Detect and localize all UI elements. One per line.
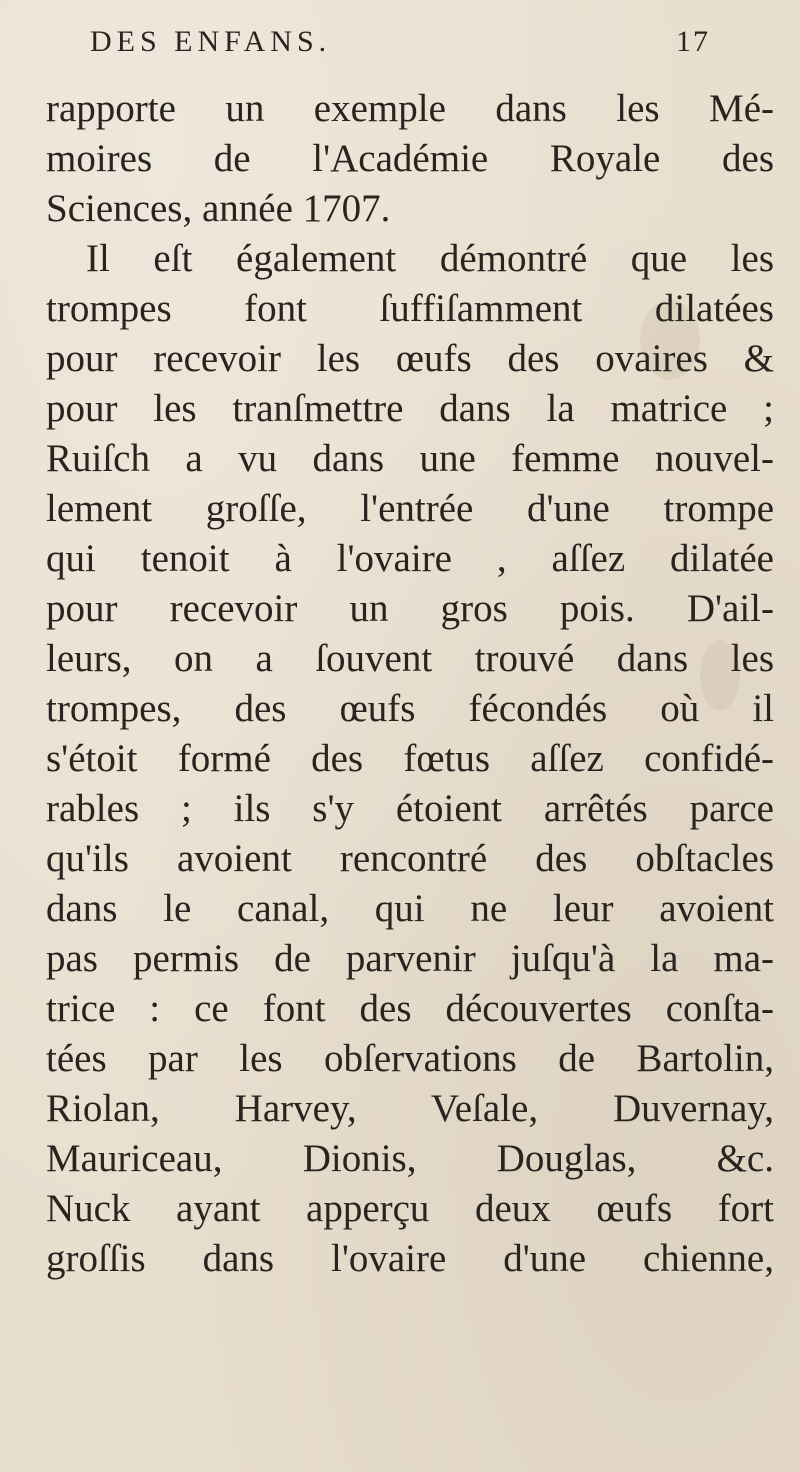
text-line: rapporte un exemple dans les Mé- xyxy=(46,87,774,130)
text-line: pour les tranſmettre dans la matrice ; xyxy=(46,387,774,430)
text-line: pour recevoir un gros pois. D'ail- xyxy=(46,587,774,630)
text-line: lement groſſe, l'entrée d'une trompe xyxy=(46,487,774,530)
text-line: dans le canal, qui ne leur avoient xyxy=(46,887,774,930)
text-line: trompes, des œufs fécondés où il xyxy=(46,687,774,730)
text-line: Riolan, Harvey, Veſale, Duvernay, xyxy=(46,1087,774,1130)
text-line: qu'ils avoient rencontré des obſtacles xyxy=(46,837,774,880)
text-line: qui tenoit à l'ovaire , aſſez dilatée xyxy=(46,537,774,580)
text-line: leurs, on a ſouvent trouvé dans les xyxy=(46,637,774,680)
text-line: Il eſt également démontré que les xyxy=(86,237,774,280)
text-line: Sciences, année 1707. xyxy=(46,187,391,230)
text-line: tées par les obſervations de Bartolin, xyxy=(46,1037,774,1080)
text-line: pour recevoir les œufs des ovaires & xyxy=(46,337,774,380)
text-line: pas permis de parvenir juſqu'à la ma- xyxy=(46,937,774,980)
text-line: moires de l'Académie Royale des xyxy=(46,137,774,180)
text-line: trice : ce font des découvertes conſta- xyxy=(46,987,774,1030)
text-line: Mauriceau, Dionis, Douglas, &c. xyxy=(46,1137,774,1180)
text-line: Ruiſch a vu dans une femme nouvel- xyxy=(46,437,774,480)
text-line: rables ; ils s'y étoient arrêtés parce xyxy=(46,787,774,830)
running-title: DES ENFANS. xyxy=(90,25,332,58)
page-header xyxy=(90,22,710,62)
text-line: groſſis dans l'ovaire d'une chienne, xyxy=(46,1237,774,1280)
text-line: s'étoit formé des fœtus aſſez confidé- xyxy=(46,737,774,780)
text-line: trompes font ſuffiſamment dilatées xyxy=(46,287,774,330)
body-text xyxy=(46,84,774,1284)
text-line: Nuck ayant apperçu deux œufs fort xyxy=(46,1187,774,1230)
page-number: 17 xyxy=(676,25,710,58)
